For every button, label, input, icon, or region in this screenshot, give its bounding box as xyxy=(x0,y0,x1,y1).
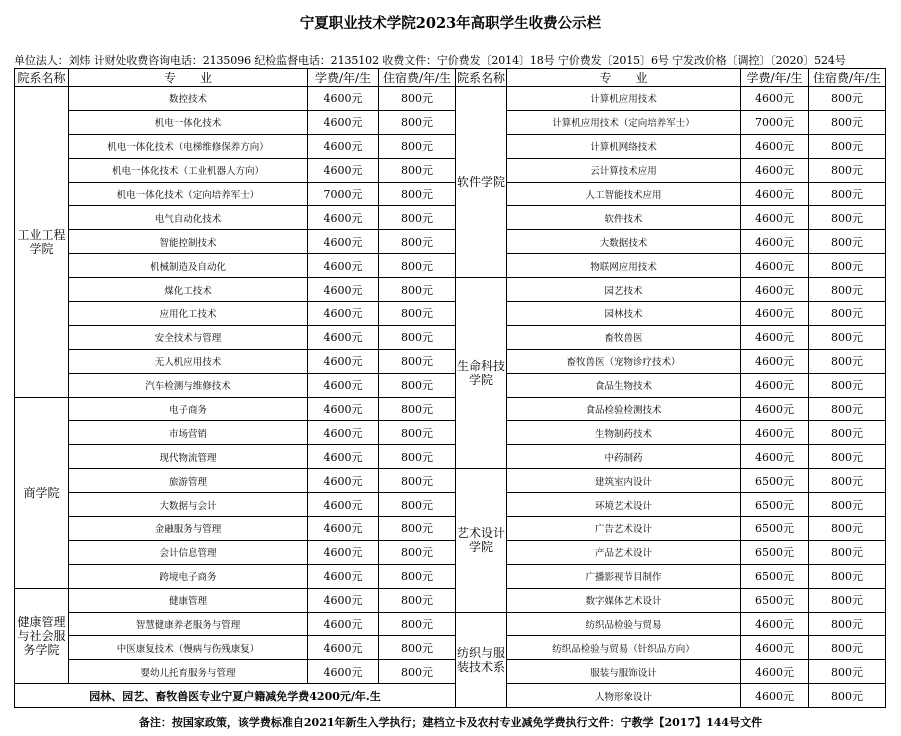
table-row xyxy=(15,660,886,684)
table-row xyxy=(15,684,886,708)
major-name: 广播影视节目制作 xyxy=(507,564,741,588)
tuition-fee: 4600元 xyxy=(308,278,379,302)
lodging-fee: 800元 xyxy=(809,445,886,469)
lodging-fee: 800元 xyxy=(379,660,456,684)
major-name: 机电一体化技术（工业机器人方向） xyxy=(69,158,308,182)
major-name: 服装与服饰设计 xyxy=(507,660,741,684)
lodging-fee: 800元 xyxy=(379,230,456,254)
tuition-fee: 4600元 xyxy=(741,445,809,469)
header-info-line: 单位法人：刘炜 计财处收费咨询电话：2135096 纪检监督电话：2135102 收费文件：宁价费发〔2014〕18号 宁价费发〔2015〕6号 宁发改价格〔调控〕〔2020〕524号 xyxy=(14,54,846,67)
major-name: 人物形象设计 xyxy=(507,684,741,708)
lodging-fee: 800元 xyxy=(379,373,456,397)
department-name: 纺织与服装技术系 xyxy=(456,612,507,708)
lodging-fee: 800元 xyxy=(379,445,456,469)
major-name: 金融服务与管理 xyxy=(69,517,308,541)
major-name: 机电一体化技术（定向培养军士） xyxy=(69,182,308,206)
lodging-fee: 800元 xyxy=(379,302,456,326)
lodging-fee: 800元 xyxy=(379,636,456,660)
lodging-fee: 800元 xyxy=(809,684,886,708)
tuition-fee: 6500元 xyxy=(741,540,809,564)
tuition-fee: 6500元 xyxy=(741,469,809,493)
major-name: 人工智能技术应用 xyxy=(507,182,741,206)
major-name: 建筑室内设计 xyxy=(507,469,741,493)
tuition-fee: 4600元 xyxy=(741,684,809,708)
major-name: 产品艺术设计 xyxy=(507,540,741,564)
tuition-fee: 4600元 xyxy=(741,421,809,445)
tuition-fee: 4600元 xyxy=(741,397,809,421)
tuition-fee: 4600元 xyxy=(308,254,379,278)
table-row xyxy=(15,493,886,517)
tuition-fee: 4600元 xyxy=(741,612,809,636)
lodging-fee: 800元 xyxy=(379,134,456,158)
lodging-fee: 800元 xyxy=(379,158,456,182)
table-row xyxy=(15,373,886,397)
tuition-fee: 4600元 xyxy=(741,660,809,684)
lodging-fee: 800元 xyxy=(809,469,886,493)
tuition-fee: 4600元 xyxy=(308,421,379,445)
tuition-fee: 4600元 xyxy=(308,302,379,326)
table-row xyxy=(15,469,886,493)
major-name: 智能控制技术 xyxy=(69,230,308,254)
major-name: 大数据与会计 xyxy=(69,493,308,517)
department-name: 艺术设计学院 xyxy=(456,469,507,612)
major-name: 大数据技术 xyxy=(507,230,741,254)
major-name: 数字媒体艺术设计 xyxy=(507,588,741,612)
major-name: 市场营销 xyxy=(69,421,308,445)
major-name: 婴幼儿托育服务与管理 xyxy=(69,660,308,684)
table-row xyxy=(15,517,886,541)
lodging-fee: 800元 xyxy=(809,182,886,206)
tuition-fee: 4600元 xyxy=(741,182,809,206)
major-name: 电子商务 xyxy=(69,397,308,421)
lodging-fee: 800元 xyxy=(809,349,886,373)
table-row xyxy=(15,445,886,469)
tuition-fee: 4600元 xyxy=(308,636,379,660)
tuition-fee: 4600元 xyxy=(308,612,379,636)
table-row xyxy=(15,636,886,660)
major-name: 生物制药技术 xyxy=(507,421,741,445)
table-row xyxy=(15,397,886,421)
major-name: 物联网应用技术 xyxy=(507,254,741,278)
tuition-fee: 4600元 xyxy=(308,87,379,111)
tuition-fee: 4600元 xyxy=(308,397,379,421)
major-name: 计算机应用技术 xyxy=(507,87,741,111)
major-name: 数控技术 xyxy=(69,87,308,111)
table-row xyxy=(15,421,886,445)
tuition-fee: 4600元 xyxy=(308,110,379,134)
major-name: 畜牧兽医（宠物诊疗技术） xyxy=(507,349,741,373)
major-name: 广告艺术设计 xyxy=(507,517,741,541)
major-name: 机械制造及自动化 xyxy=(69,254,308,278)
table-row xyxy=(15,325,886,349)
major-name: 旅游管理 xyxy=(69,469,308,493)
lodging-fee: 800元 xyxy=(379,469,456,493)
major-name: 会计信息管理 xyxy=(69,540,308,564)
table-row xyxy=(15,612,886,636)
tuition-fee: 6500元 xyxy=(741,517,809,541)
header-dept: 院系名称 xyxy=(15,69,69,87)
major-name: 智慧健康养老服务与管理 xyxy=(69,612,308,636)
tuition-fee: 4600元 xyxy=(741,134,809,158)
lodging-fee: 800元 xyxy=(379,397,456,421)
lodging-fee: 800元 xyxy=(809,636,886,660)
tuition-fee: 4600元 xyxy=(308,206,379,230)
header-major: 专 业 xyxy=(507,69,741,87)
lodging-fee: 800元 xyxy=(809,206,886,230)
tuition-fee: 4600元 xyxy=(308,517,379,541)
lodging-fee: 800元 xyxy=(809,230,886,254)
table-row xyxy=(15,588,886,612)
tuition-fee: 4600元 xyxy=(308,660,379,684)
tuition-fee: 7000元 xyxy=(741,110,809,134)
lodging-fee: 800元 xyxy=(379,493,456,517)
lodging-fee: 800元 xyxy=(809,660,886,684)
tuition-fee: 4600元 xyxy=(741,325,809,349)
lodging-fee: 800元 xyxy=(809,540,886,564)
major-name: 电气自动化技术 xyxy=(69,206,308,230)
major-name: 中药制药 xyxy=(507,445,741,469)
major-name: 云计算技术应用 xyxy=(507,158,741,182)
major-name: 计算机网络技术 xyxy=(507,134,741,158)
table-row xyxy=(15,302,886,326)
tuition-fee: 4600元 xyxy=(308,230,379,254)
major-name: 软件技术 xyxy=(507,206,741,230)
table-row xyxy=(15,349,886,373)
table-row xyxy=(15,158,886,182)
tuition-fee: 6500元 xyxy=(741,588,809,612)
lodging-fee: 800元 xyxy=(379,206,456,230)
table-row xyxy=(15,230,886,254)
lodging-fee: 800元 xyxy=(379,182,456,206)
tuition-fee: 4600元 xyxy=(308,373,379,397)
department-name: 工业工程学院 xyxy=(15,87,69,398)
lodging-fee: 800元 xyxy=(809,87,886,111)
major-name: 机电一体化技术 xyxy=(69,110,308,134)
major-name: 园艺技术 xyxy=(507,278,741,302)
discount-note: 园林、园艺、畜牧兽医专业宁夏户籍减免学费4200元/年.生 xyxy=(15,684,456,708)
major-name: 环境艺术设计 xyxy=(507,493,741,517)
tuition-fee: 4600元 xyxy=(308,588,379,612)
table-row xyxy=(15,206,886,230)
table-row xyxy=(15,134,886,158)
lodging-fee: 800元 xyxy=(809,397,886,421)
footer-note: 备注：按国家政策，该学费标准自2021年新生入学执行；建档立卡及农村专业减免学费执行文件：宁教学【2017】144号文件 xyxy=(138,716,763,729)
major-name: 纺织品检验与贸易 xyxy=(507,612,741,636)
table-row xyxy=(15,564,886,588)
table-row xyxy=(15,254,886,278)
major-name: 纺织品检验与贸易（针织品方向） xyxy=(507,636,741,660)
tuition-fee: 4600元 xyxy=(741,302,809,326)
table-row xyxy=(15,182,886,206)
header-lodging: 住宿费/年/生 xyxy=(379,69,456,87)
lodging-fee: 800元 xyxy=(379,254,456,278)
tuition-fee: 4600元 xyxy=(741,230,809,254)
tuition-fee: 4600元 xyxy=(741,349,809,373)
header-tuition: 学费/年/生 xyxy=(308,69,379,87)
major-name: 无人机应用技术 xyxy=(69,349,308,373)
lodging-fee: 800元 xyxy=(809,612,886,636)
tuition-fee: 4600元 xyxy=(308,445,379,469)
tuition-fee: 6500元 xyxy=(741,493,809,517)
tuition-fee: 4600元 xyxy=(308,564,379,588)
department-name: 软件学院 xyxy=(456,87,507,278)
header-dept: 院系名称 xyxy=(456,69,507,87)
header-major: 专 业 xyxy=(69,69,308,87)
table-row xyxy=(15,110,886,134)
major-name: 畜牧兽医 xyxy=(507,325,741,349)
table-row xyxy=(15,540,886,564)
department-name: 健康管理与社会服务学院 xyxy=(15,588,69,684)
lodging-fee: 800元 xyxy=(809,588,886,612)
tuition-fee: 4600元 xyxy=(308,158,379,182)
lodging-fee: 800元 xyxy=(809,421,886,445)
tuition-fee: 4600元 xyxy=(308,134,379,158)
tuition-fee: 7000元 xyxy=(308,182,379,206)
major-name: 食品生物技术 xyxy=(507,373,741,397)
lodging-fee: 800元 xyxy=(809,278,886,302)
major-name: 现代物流管理 xyxy=(69,445,308,469)
lodging-fee: 800元 xyxy=(809,254,886,278)
lodging-fee: 800元 xyxy=(809,134,886,158)
tuition-fee: 4600元 xyxy=(741,373,809,397)
lodging-fee: 800元 xyxy=(379,87,456,111)
tuition-fee: 4600元 xyxy=(308,469,379,493)
fee-table xyxy=(14,68,886,708)
header-lodging: 住宿费/年/生 xyxy=(809,69,886,87)
lodging-fee: 800元 xyxy=(379,325,456,349)
tuition-fee: 4600元 xyxy=(741,87,809,111)
page-title: 宁夏职业技术学院2023年高职学生收费公示栏 xyxy=(299,15,602,32)
lodging-fee: 800元 xyxy=(809,517,886,541)
tuition-fee: 4600元 xyxy=(741,278,809,302)
major-name: 汽车检测与维修技术 xyxy=(69,373,308,397)
lodging-fee: 800元 xyxy=(379,349,456,373)
tuition-fee: 4600元 xyxy=(741,636,809,660)
tuition-fee: 4600元 xyxy=(308,493,379,517)
lodging-fee: 800元 xyxy=(809,564,886,588)
major-name: 机电一体化技术（电梯维修保养方向） xyxy=(69,134,308,158)
tuition-fee: 4600元 xyxy=(741,206,809,230)
department-name: 商学院 xyxy=(15,397,69,588)
tuition-fee: 4600元 xyxy=(308,325,379,349)
lodging-fee: 800元 xyxy=(379,421,456,445)
lodging-fee: 800元 xyxy=(809,373,886,397)
major-name: 安全技术与管理 xyxy=(69,325,308,349)
lodging-fee: 800元 xyxy=(379,612,456,636)
department-name: 生命科技学院 xyxy=(456,278,507,469)
lodging-fee: 800元 xyxy=(809,158,886,182)
table-row xyxy=(15,278,886,302)
lodging-fee: 800元 xyxy=(379,110,456,134)
lodging-fee: 800元 xyxy=(379,517,456,541)
tuition-fee: 4600元 xyxy=(308,349,379,373)
lodging-fee: 800元 xyxy=(809,110,886,134)
major-name: 健康管理 xyxy=(69,588,308,612)
lodging-fee: 800元 xyxy=(379,588,456,612)
table-row xyxy=(15,87,886,111)
tuition-fee: 6500元 xyxy=(741,564,809,588)
lodging-fee: 800元 xyxy=(379,540,456,564)
table-header-row xyxy=(15,69,886,87)
tuition-fee: 4600元 xyxy=(308,540,379,564)
lodging-fee: 800元 xyxy=(379,564,456,588)
major-name: 煤化工技术 xyxy=(69,278,308,302)
major-name: 计算机应用技术（定向培养军士） xyxy=(507,110,741,134)
major-name: 中医康复技术（慢病与伤残康复） xyxy=(69,636,308,660)
major-name: 应用化工技术 xyxy=(69,302,308,326)
lodging-fee: 800元 xyxy=(809,325,886,349)
tuition-fee: 4600元 xyxy=(741,254,809,278)
major-name: 跨境电子商务 xyxy=(69,564,308,588)
major-name: 园林技术 xyxy=(507,302,741,326)
tuition-fee: 4600元 xyxy=(741,158,809,182)
lodging-fee: 800元 xyxy=(809,493,886,517)
lodging-fee: 800元 xyxy=(379,278,456,302)
major-name: 食品检验检测技术 xyxy=(507,397,741,421)
header-tuition: 学费/年/生 xyxy=(741,69,809,87)
lodging-fee: 800元 xyxy=(809,302,886,326)
